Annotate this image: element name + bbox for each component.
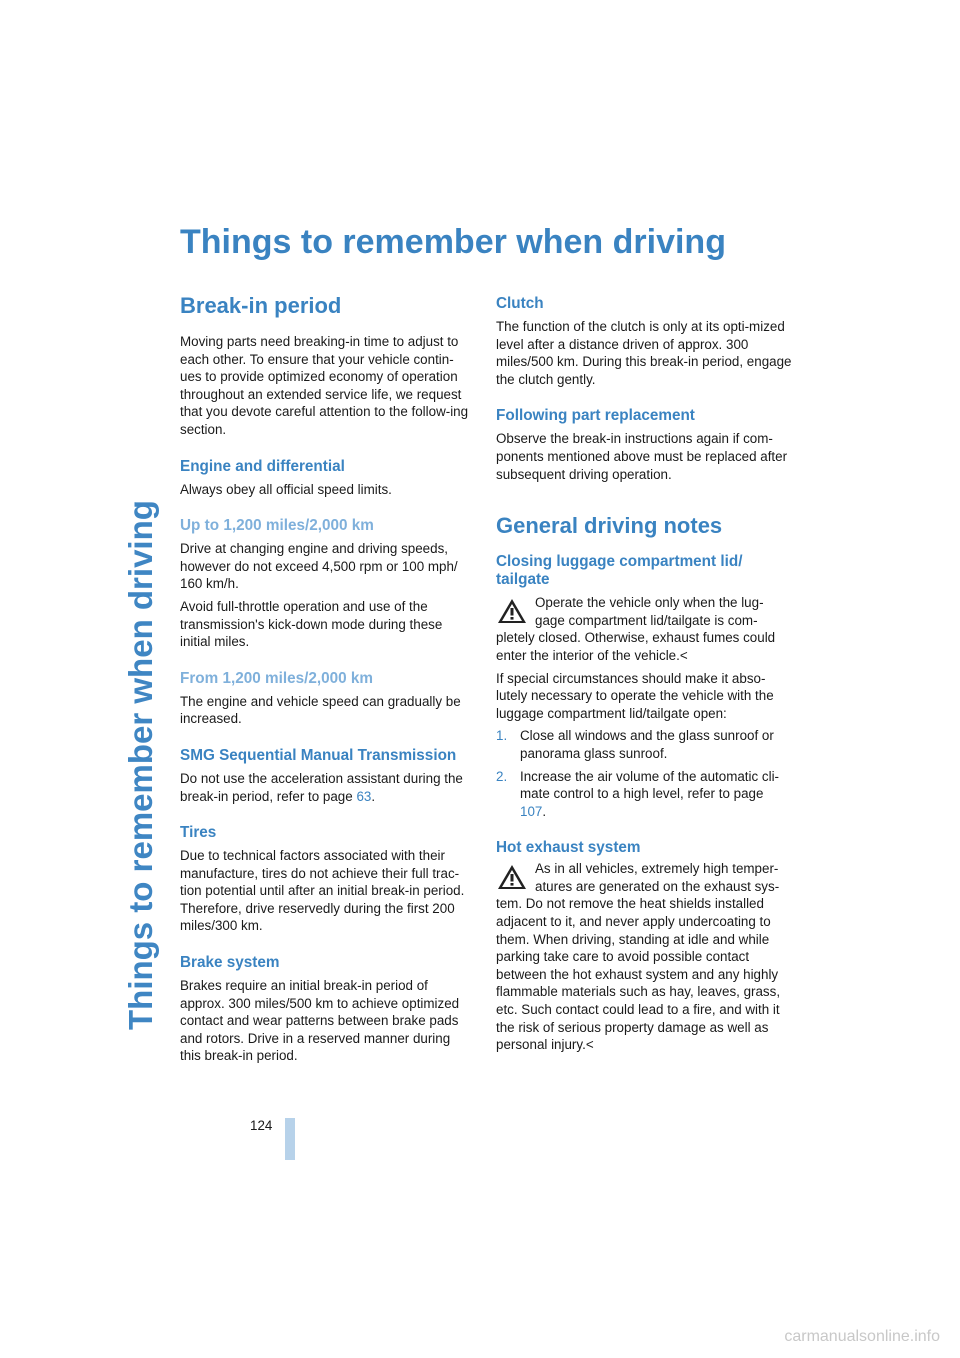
page-title: Things to remember when driving — [180, 223, 726, 261]
clutch-text: The function of the clutch is only at its opti-mized level after a distance driven of approx. 300 miles/500 km. During this break-in period, engage the clutch gently. — [496, 319, 792, 387]
tires-text: Due to technical factors associated with their manufacture, tires do not achieve their full trac-tion potential until after an initial break-in period. Therefore, drive reservedly during the first 200 miles/300 km. — [180, 848, 465, 934]
smg-page-link[interactable]: 63 — [356, 788, 372, 804]
exhaust-heading: Hot exhaust system — [496, 839, 641, 857]
steps-list — [496, 727, 792, 820]
engine-heading: Engine and differential — [180, 457, 345, 475]
exhaust-warning — [496, 860, 792, 1054]
exhaust-warning-text: As in all vehicles, extremely high temper-atures are generated on the exhaust sys-tem. Do not remove the heat shields installed adjacent to it, and never apply undercoating to them. When driving, standing at idle and while parking take care to avoid possible contact between the hot exhaust system and any highly flammable materials such as hay, leaves, grass, etc. Such contact could lead to a fire, and with it the risk of serious property damage as well as personal injury.< — [496, 861, 781, 1053]
right-column — [496, 293, 792, 1054]
side-chapter-title-text: Things to remember when driving — [122, 500, 159, 1030]
breakin-heading: Break-in period — [180, 293, 342, 318]
list-item: 1. Close all windows and the glass sunroof or panorama glass sunroof. — [496, 728, 774, 761]
from-text: The engine and vehicle speed can gradually be increased. — [180, 693, 461, 727]
step-page-link[interactable]: 107 — [520, 803, 543, 819]
from-heading: From 1,200 miles/2,000 km — [180, 669, 374, 687]
upto-text-2: Avoid full-throttle operation and use of the transmission's kick-down mode during these initial miles. — [180, 598, 443, 650]
clutch-heading: Clutch — [496, 295, 544, 312]
closing-warning-text: Operate the vehicle only when the lug-gage compartment lid/tailgate is com-pletely closed. Otherwise, exhaust fumes could enter the interior of the vehicle.< — [496, 595, 776, 663]
upto-text-1: Drive at changing engine and driving speeds, however do not exceed 4,500 rpm or 100 mph/ 160 km/h. — [180, 541, 458, 592]
warning-triangle-icon — [497, 598, 527, 624]
list-item: 2. Increase the air volume of the automatic cli-mate control to a high level, refer to page 107. — [496, 768, 780, 819]
breakin-text: Moving parts need breaking-in time to adjust to each other. To ensure that your vehicle contin-ues to provide optimized economy of operation throughout an extended service life, we request that you devote careful attention to the follow-ing section. — [180, 334, 469, 437]
engine-text: Always obey all official speed limits. — [180, 481, 392, 497]
upto-heading: Up to 1,200 miles/2,000 km — [180, 517, 374, 535]
side-chapter-title — [112, 230, 162, 1030]
smg-text: Do not use the acceleration assistant during the break-in period, refer to page 63. — [180, 770, 463, 804]
left-column — [180, 293, 473, 1065]
smg-heading: SMG Sequential Manual Transmission — [180, 746, 457, 764]
following-heading: Following part replacement — [496, 407, 695, 425]
general-heading: General driving notes — [496, 513, 723, 539]
tires-heading: Tires — [180, 824, 217, 842]
page-number: 124 — [250, 1118, 273, 1133]
page-marker-bar — [285, 1118, 295, 1160]
end-mark: < — [679, 647, 688, 663]
closing-heading: Closing luggage compartment lid/ tailgate — [496, 553, 743, 589]
end-mark: < — [585, 1037, 594, 1053]
following-text: Observe the break-in instructions again if com-ponents mentioned above must be replaced after subsequent driving operation. — [496, 431, 788, 482]
brake-heading: Brake system — [180, 954, 280, 972]
warning-triangle-icon — [497, 864, 527, 890]
special-text: If special circumstances should make it abso-lutely necessary to operate the vehicle with the luggage compartment lid/tailgate open: — [496, 670, 774, 721]
closing-warning — [496, 594, 792, 664]
brake-text: Brakes require an initial break-in period of approx. 300 miles/500 km to achieve optimized contact and wear patterns between brake pads and rotors. Drive in a reserved manner during this break-in period. — [180, 978, 460, 1064]
watermark: carmanualsonline.info — [784, 1328, 940, 1345]
